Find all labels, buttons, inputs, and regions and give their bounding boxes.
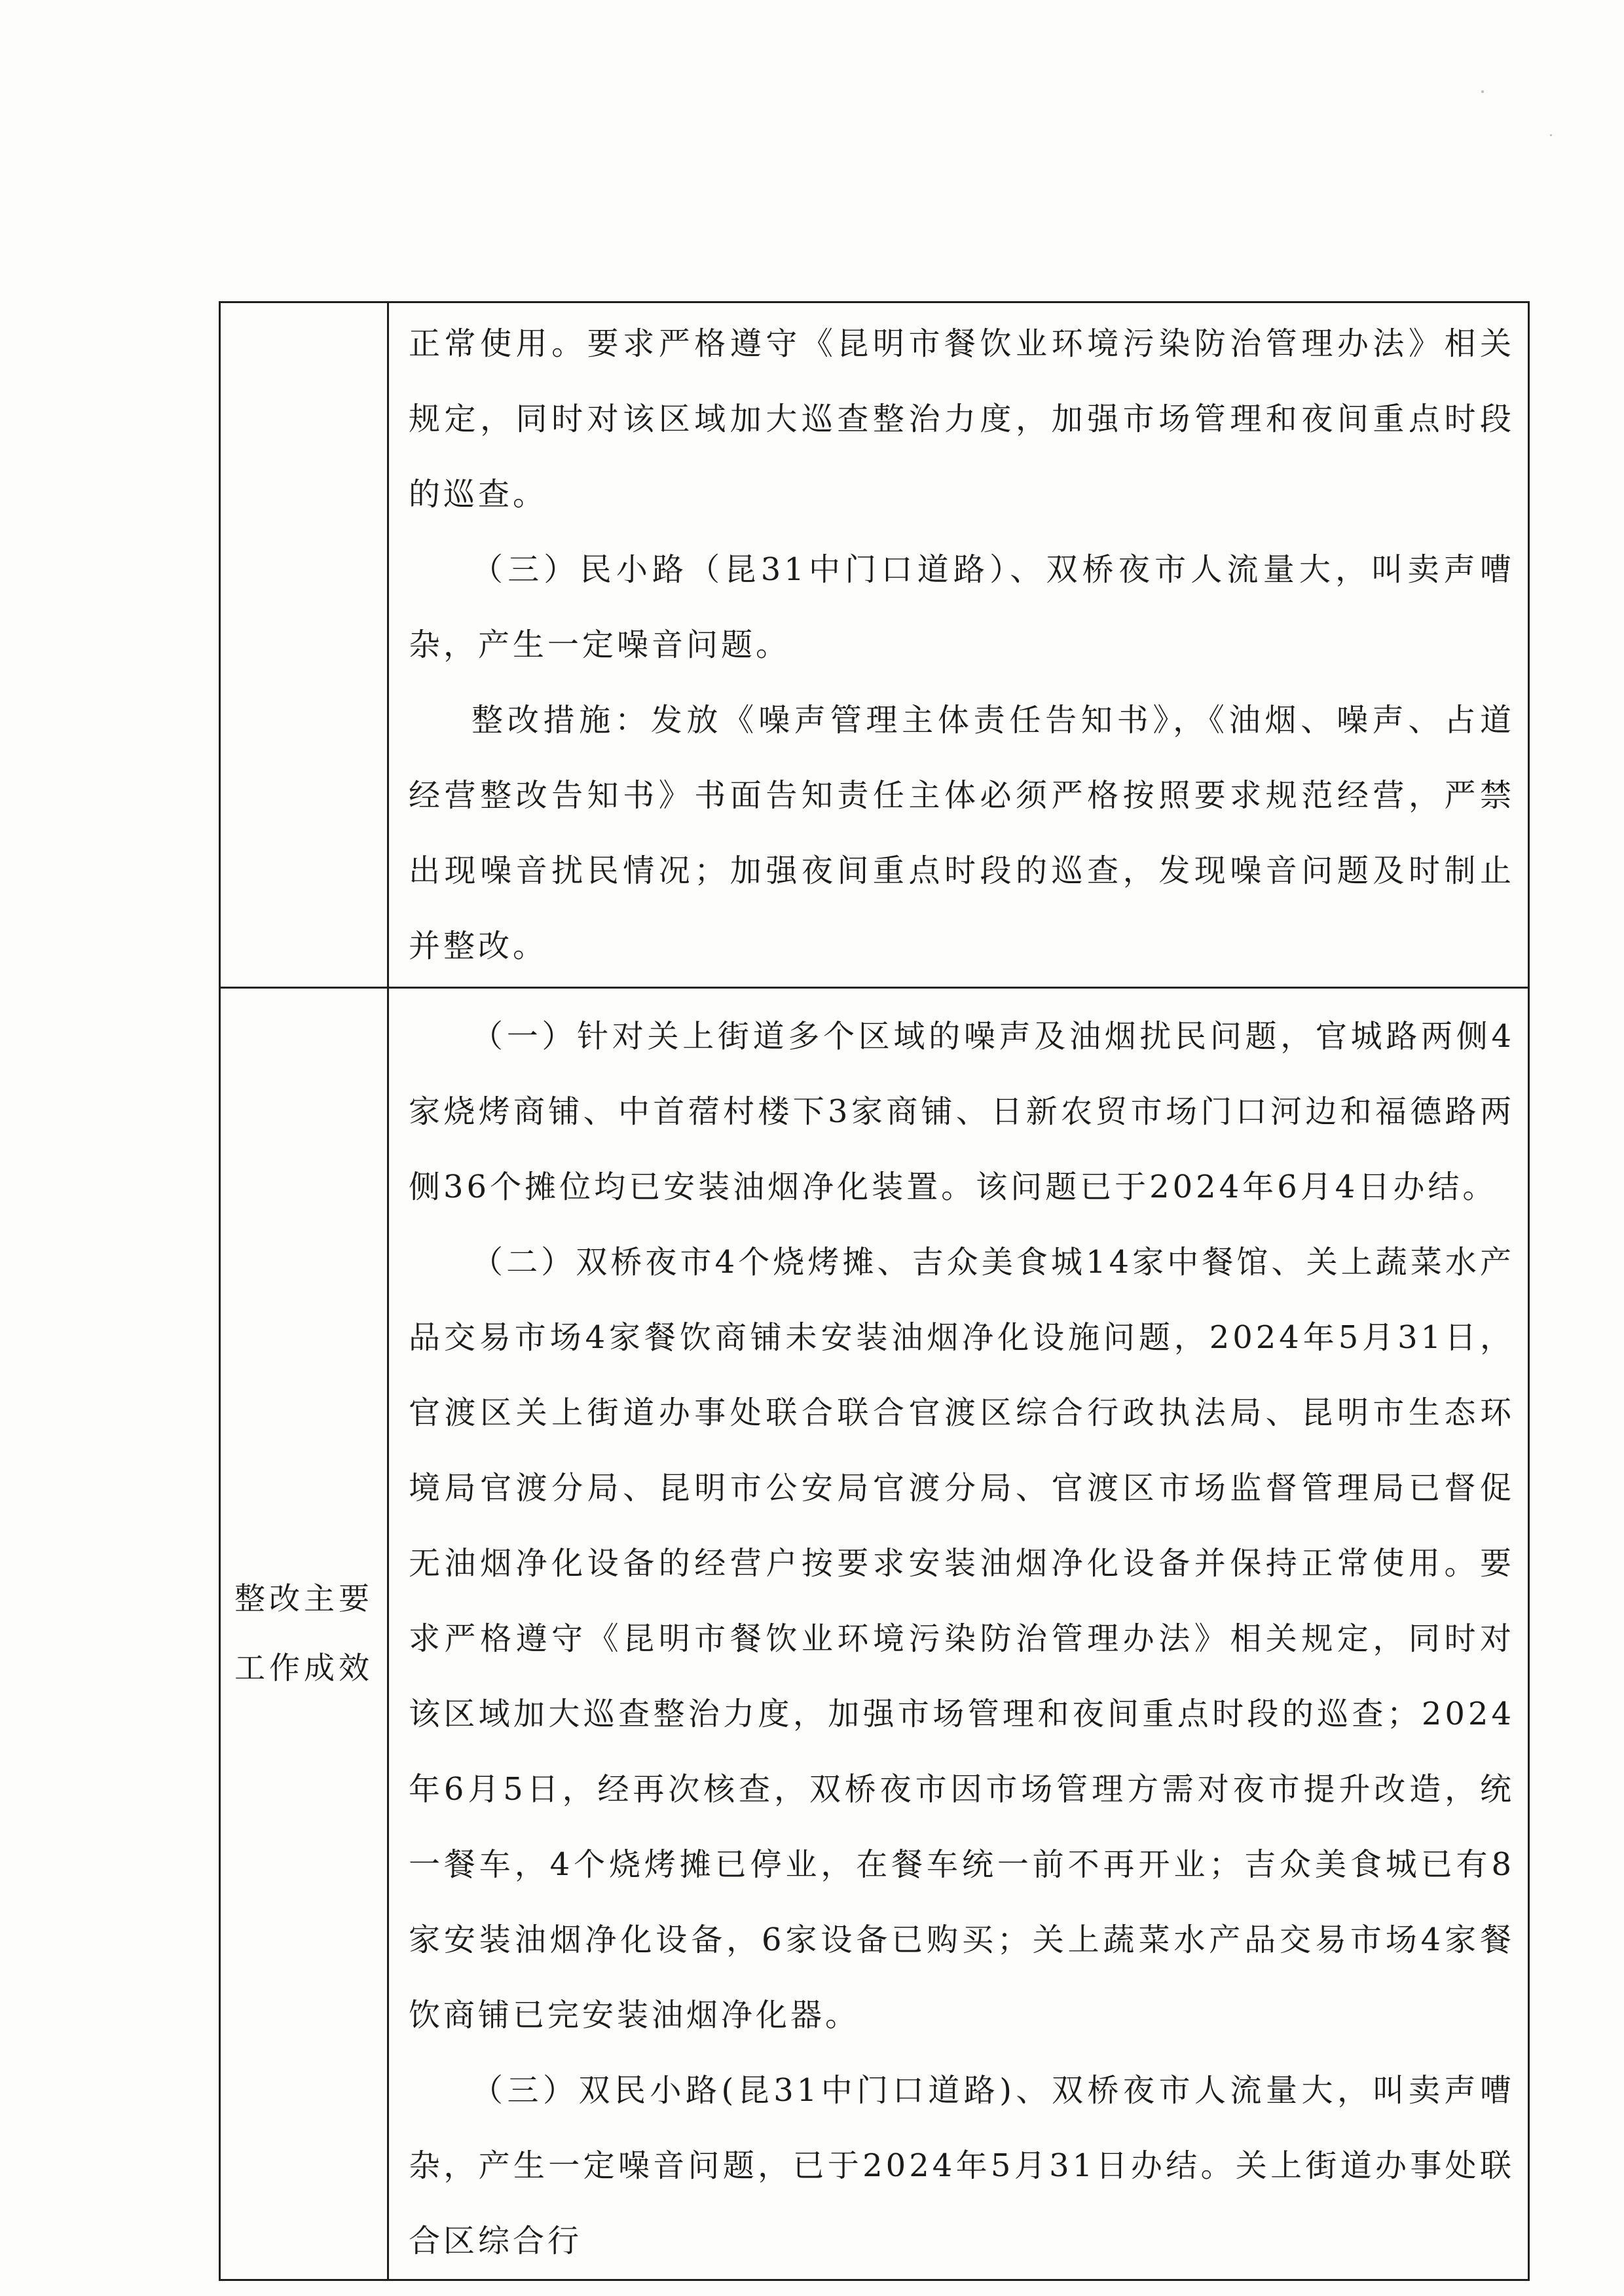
content-paragraph: （二）双桥夜市4个烧烤摊、吉众美食城14家中餐馆、关上蔬菜水产品交易市场4家餐饮商铺未安装油烟净化设施问题，2024年5月31日，官渡区关上街道办事处联合联合官渡区综合行政执法局、昆明市生态环境局官渡分局、昆明市公安局官渡分局、官渡区市场监督管理局已督促无油烟净化设备的经营户按要求安装油烟净化设备并保持正常使用。要求严格遵守《昆明市餐饮业环境污染防治管理办法》相关规定，同时对该区域加大巡查整治力度，加强市场管理和夜间重点时段的巡查；2024年6月5日，经再次核查，双桥夜市因市场管理方需对夜市提升改造，统一餐车，4个烧烤摊已停业，在餐车统一前不再开业；吉众美食城已有8家安装油烟净化设备，6家设备已购买；关上蔬菜水产品交易市场4家餐饮商铺已完安装油烟净化器。 (409, 1244, 1515, 2033)
content-paragraph: 整改措施：发放《噪声管理主体责任告知书》，《油烟、噪声、占道经营整改告知书》书面告知责任主体必须严格按照要求规范经营，严禁出现噪音扰民情况；加强夜间重点时段的巡查，发现噪音问题及时制止并整改。 (409, 702, 1515, 964)
scan-speck (1550, 134, 1552, 136)
scan-speck (1481, 90, 1484, 93)
rectification-table (219, 301, 1530, 2281)
table-row (220, 988, 1529, 2280)
content-paragraph: 正常使用。要求严格遵守《昆明市餐饮业环境污染防治管理办法》相关规定，同时对该区域加大巡查整治力度，加强市场管理和夜间重点时段的巡查。 (409, 325, 1515, 513)
content-paragraph: （一）针对关上街道多个区域的噪声及油烟扰民问题，官城路两侧4家烧烤商铺、中首蓿村楼下3家商铺、日新农贸市场门口河边和福德路两侧36个摊位均已安装油烟净化装置。该问题已于2024年6月4日办结。 (409, 1018, 1515, 1205)
row-label-line: 工作成效 (234, 1650, 373, 1686)
table-row (220, 302, 1529, 988)
row-label-cell (220, 302, 388, 988)
content-paragraph: （三）民小路（昆31中门口道路）、双桥夜市人流量大，叫卖声嘈杂，产生一定噪音问题。 (409, 551, 1515, 663)
table-body (220, 302, 1529, 2280)
row-content-cell (388, 988, 1529, 2280)
row-content-cell (388, 302, 1529, 988)
row-label-cell (220, 988, 388, 2280)
content-paragraph: （三）双民小路(昆31中门口道路)、双桥夜市人流量大，叫卖声嘈杂，产生一定噪音问题，已于2024年5月31日办结。关上街道办事处联合区综合行 (409, 2072, 1515, 2259)
row-label-line: 整改主要 (234, 1580, 373, 1617)
